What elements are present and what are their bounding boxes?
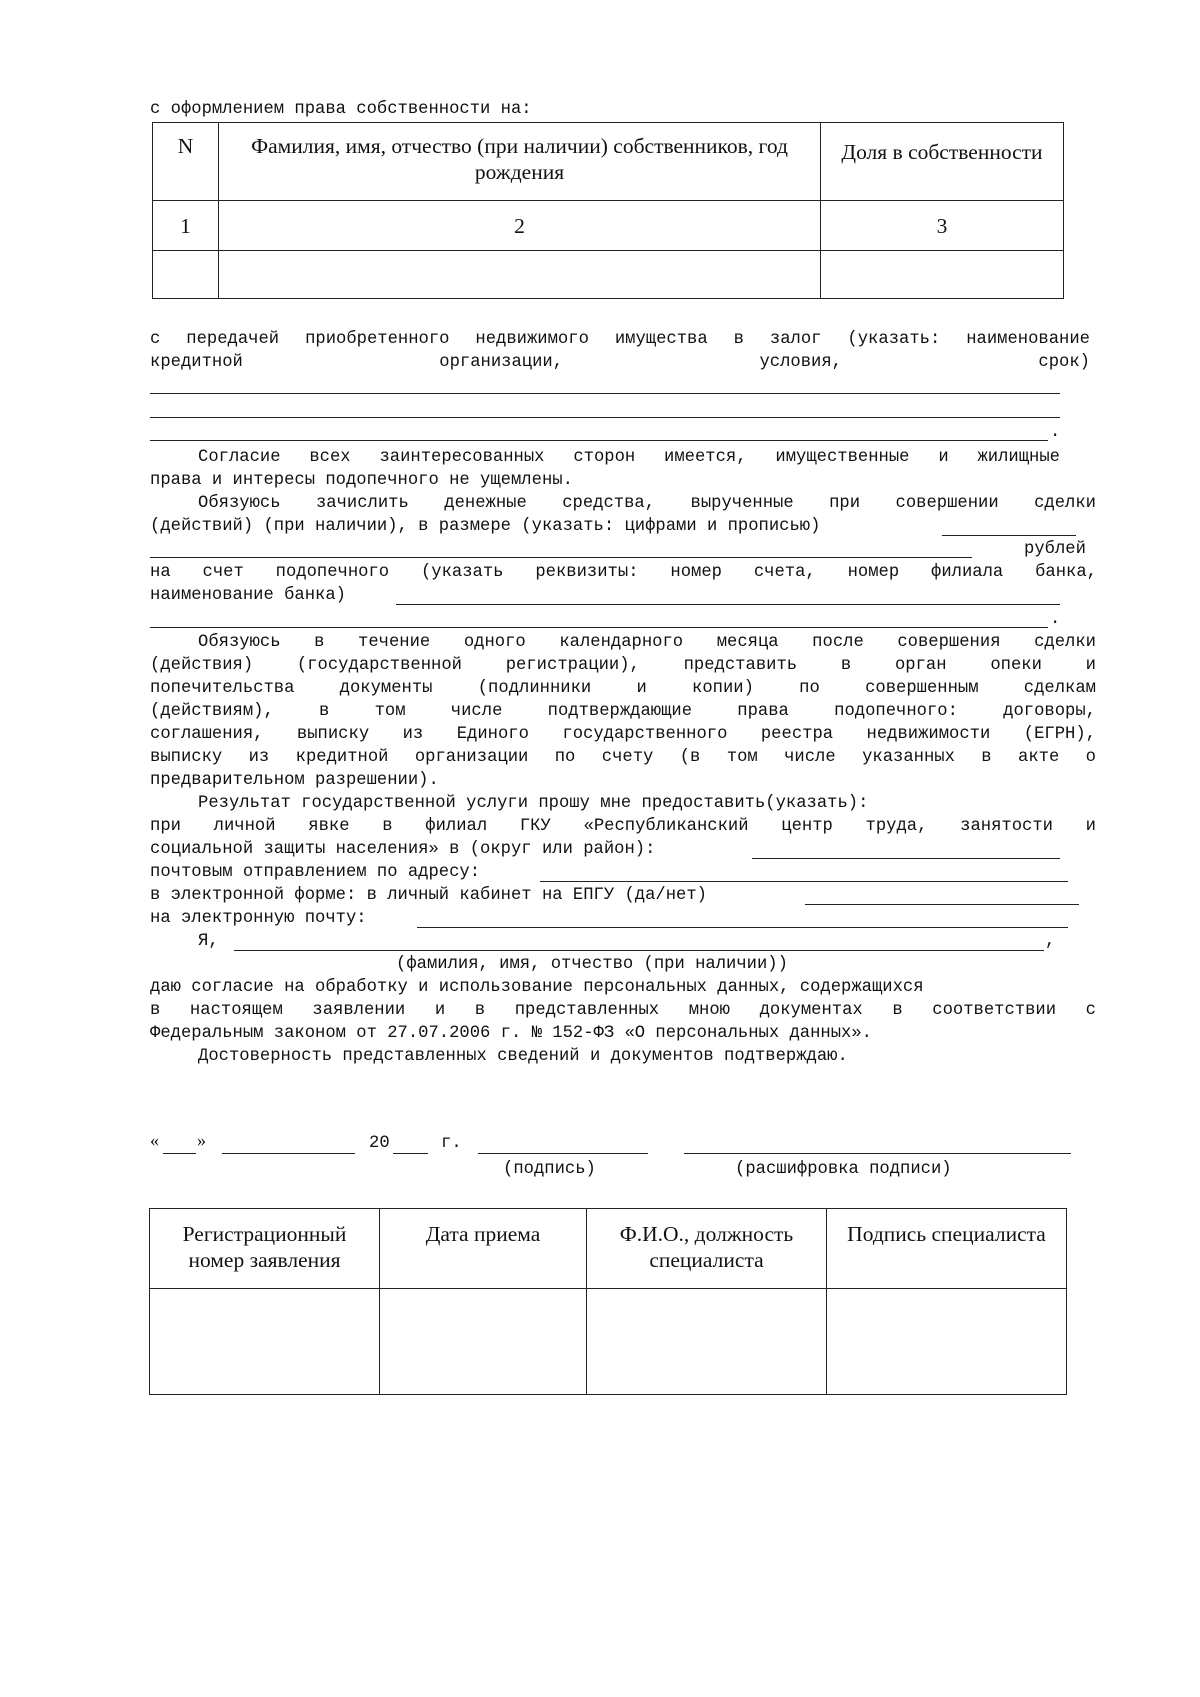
- date-month-blank[interactable]: [222, 1153, 355, 1154]
- result-in-person-line-2: социальной защиты населения» в (округ или район):: [150, 840, 656, 859]
- documents-line-6: выписку из кредитной организации по счету (в том числе указанных в акте о: [150, 748, 1096, 767]
- result-in-person-line-1: при личной явке в филиал ГКУ «Республиканский центр труда, занятости и: [150, 817, 1096, 836]
- pledge-word-term: срок): [1038, 353, 1090, 372]
- signature-caption: (подпись): [503, 1160, 596, 1179]
- owners-cell-empty-1[interactable]: [153, 251, 219, 299]
- owners-cell-empty-3[interactable]: [821, 251, 1064, 299]
- pledge-word-organization: организации,: [439, 353, 564, 372]
- date-year-suffix: г.: [441, 1134, 462, 1153]
- date-year-prefix: 20: [369, 1134, 390, 1153]
- registration-header-number: Регистрационный номер заявления: [150, 1209, 380, 1289]
- pledge-word-credit: кредитной: [150, 353, 243, 372]
- owners-header-number: N: [153, 123, 219, 201]
- fio-caption: (фамилия, имя, отчество (при наличии)): [396, 955, 788, 974]
- pledge-period: .: [1050, 423, 1061, 442]
- personal-data-line-2: в настоящем заявлении и в представленных мною документах в соответствии с: [150, 1001, 1096, 1020]
- registration-header-signature: Подпись специалиста: [827, 1209, 1067, 1289]
- postal-address-blank[interactable]: [540, 881, 1068, 882]
- district-blank[interactable]: [752, 858, 1060, 859]
- funds-line-4: на счет подопечного (указать реквизиты: номер счета, номер филиала банка,: [150, 563, 1097, 582]
- pledge-blank-line-1[interactable]: [150, 393, 1060, 394]
- pledge-word-conditions: условия,: [759, 353, 842, 372]
- result-epgu: в электронной форме: в личный кабинет на ЕПГУ (да/нет): [150, 886, 707, 905]
- owners-cell-empty-2[interactable]: [219, 251, 821, 299]
- date-day-blank[interactable]: [163, 1153, 196, 1154]
- registration-header-date: Дата приема: [380, 1209, 587, 1289]
- funds-rubles-label: рублей: [1024, 540, 1086, 559]
- registration-header-specialist: Ф.И.О., должность специалиста: [587, 1209, 827, 1289]
- result-heading: Результат государственной услуги прошу мне предоставить(указать):: [198, 794, 869, 813]
- documents-line-7: предварительном разрешении).: [150, 771, 439, 790]
- date-year-blank[interactable]: [393, 1153, 428, 1154]
- funds-line-2: (действий) (при наличии), в размере (указать: цифрами и прописью): [150, 517, 821, 536]
- personal-data-line-3: Федеральным законом от 27.07.2006 г. № 152-ФЗ «О персональных данных».: [150, 1024, 872, 1043]
- consent-line-2: права и интересы подопечного не ущемлены.: [150, 471, 573, 490]
- personal-data-ya: Я,: [198, 932, 219, 951]
- owners-table-header-row: [153, 123, 1064, 201]
- date-quote-close: »: [197, 1130, 206, 1150]
- funds-line-1: Обязуюсь зачислить денежные средства, вырученные при совершении сделки: [198, 494, 1096, 513]
- owners-table: [152, 122, 1064, 299]
- owners-colnum-2: 2: [219, 201, 821, 251]
- registration-cell-number[interactable]: [150, 1289, 380, 1395]
- pledge-blank-line-2[interactable]: [150, 417, 1060, 418]
- owners-header-share: Доля в собственности: [821, 123, 1064, 201]
- personal-data-comma: ,: [1045, 932, 1056, 951]
- documents-line-2: (действия) (государственной регистрации), представить в орган опеки и: [150, 656, 1096, 675]
- registration-cell-signature[interactable]: [827, 1289, 1067, 1395]
- pledge-line-1: с передачей приобретенного недвижимого имущества в залог (указать: наименование: [150, 330, 1090, 349]
- email-blank[interactable]: [417, 927, 1068, 928]
- fio-blank[interactable]: [234, 950, 1044, 951]
- documents-line-4: (действиям), в том числе подтверждающие права подопечного: договоры,: [150, 702, 1096, 721]
- bank-details-blank-1[interactable]: [396, 604, 1060, 605]
- registration-cell-date[interactable]: [380, 1289, 587, 1395]
- owners-header-name: Фамилия, имя, отчество (при наличии) собственников, год рождения: [219, 123, 821, 201]
- owners-table-number-row: [153, 201, 1064, 251]
- date-quote-open: «: [150, 1130, 159, 1150]
- signature-decoding-blank[interactable]: [684, 1153, 1071, 1154]
- registration-cell-specialist[interactable]: [587, 1289, 827, 1395]
- intro-line: с оформлением права собственности на:: [150, 100, 532, 119]
- owners-colnum-1: 1: [153, 201, 219, 251]
- result-email: на электронную почту:: [150, 909, 367, 928]
- registration-table-empty-row: [150, 1289, 1067, 1395]
- personal-data-line-1: даю согласие на обработку и использование персональных данных, содержащихся: [150, 978, 924, 997]
- signature-blank[interactable]: [478, 1153, 648, 1154]
- bank-details-blank-2[interactable]: [150, 627, 1048, 628]
- registration-table-header-row: [150, 1209, 1067, 1289]
- funds-amount-blank-2[interactable]: [150, 557, 972, 558]
- accuracy-statement: Достоверность представленных сведений и документов подтверждаю.: [198, 1047, 848, 1066]
- documents-line-3: попечительства документы (подлинники и копии) по совершенным сделкам: [150, 679, 1096, 698]
- signature-decoding-caption: (расшифровка подписи): [735, 1160, 952, 1179]
- result-postal: почтовым отправлением по адресу:: [150, 863, 481, 882]
- owners-colnum-3: 3: [821, 201, 1064, 251]
- registration-table: [149, 1208, 1067, 1395]
- consent-line-1: Согласие всех заинтересованных сторон имеется, имущественные и жилищные: [198, 448, 1060, 467]
- epgu-blank[interactable]: [805, 904, 1079, 905]
- documents-line-5: соглашения, выписку из Единого государственного реестра недвижимости (ЕГРН),: [150, 725, 1096, 744]
- funds-amount-blank-1[interactable]: [942, 535, 1076, 536]
- pledge-blank-line-3[interactable]: [150, 440, 1048, 441]
- documents-line-1: Обязуюсь в течение одного календарного месяца после совершения сделки: [198, 633, 1096, 652]
- funds-period: .: [1050, 610, 1061, 629]
- funds-line-5: наименование банка): [150, 586, 346, 605]
- pledge-line-2: [150, 351, 1090, 374]
- owners-table-empty-row: [153, 251, 1064, 299]
